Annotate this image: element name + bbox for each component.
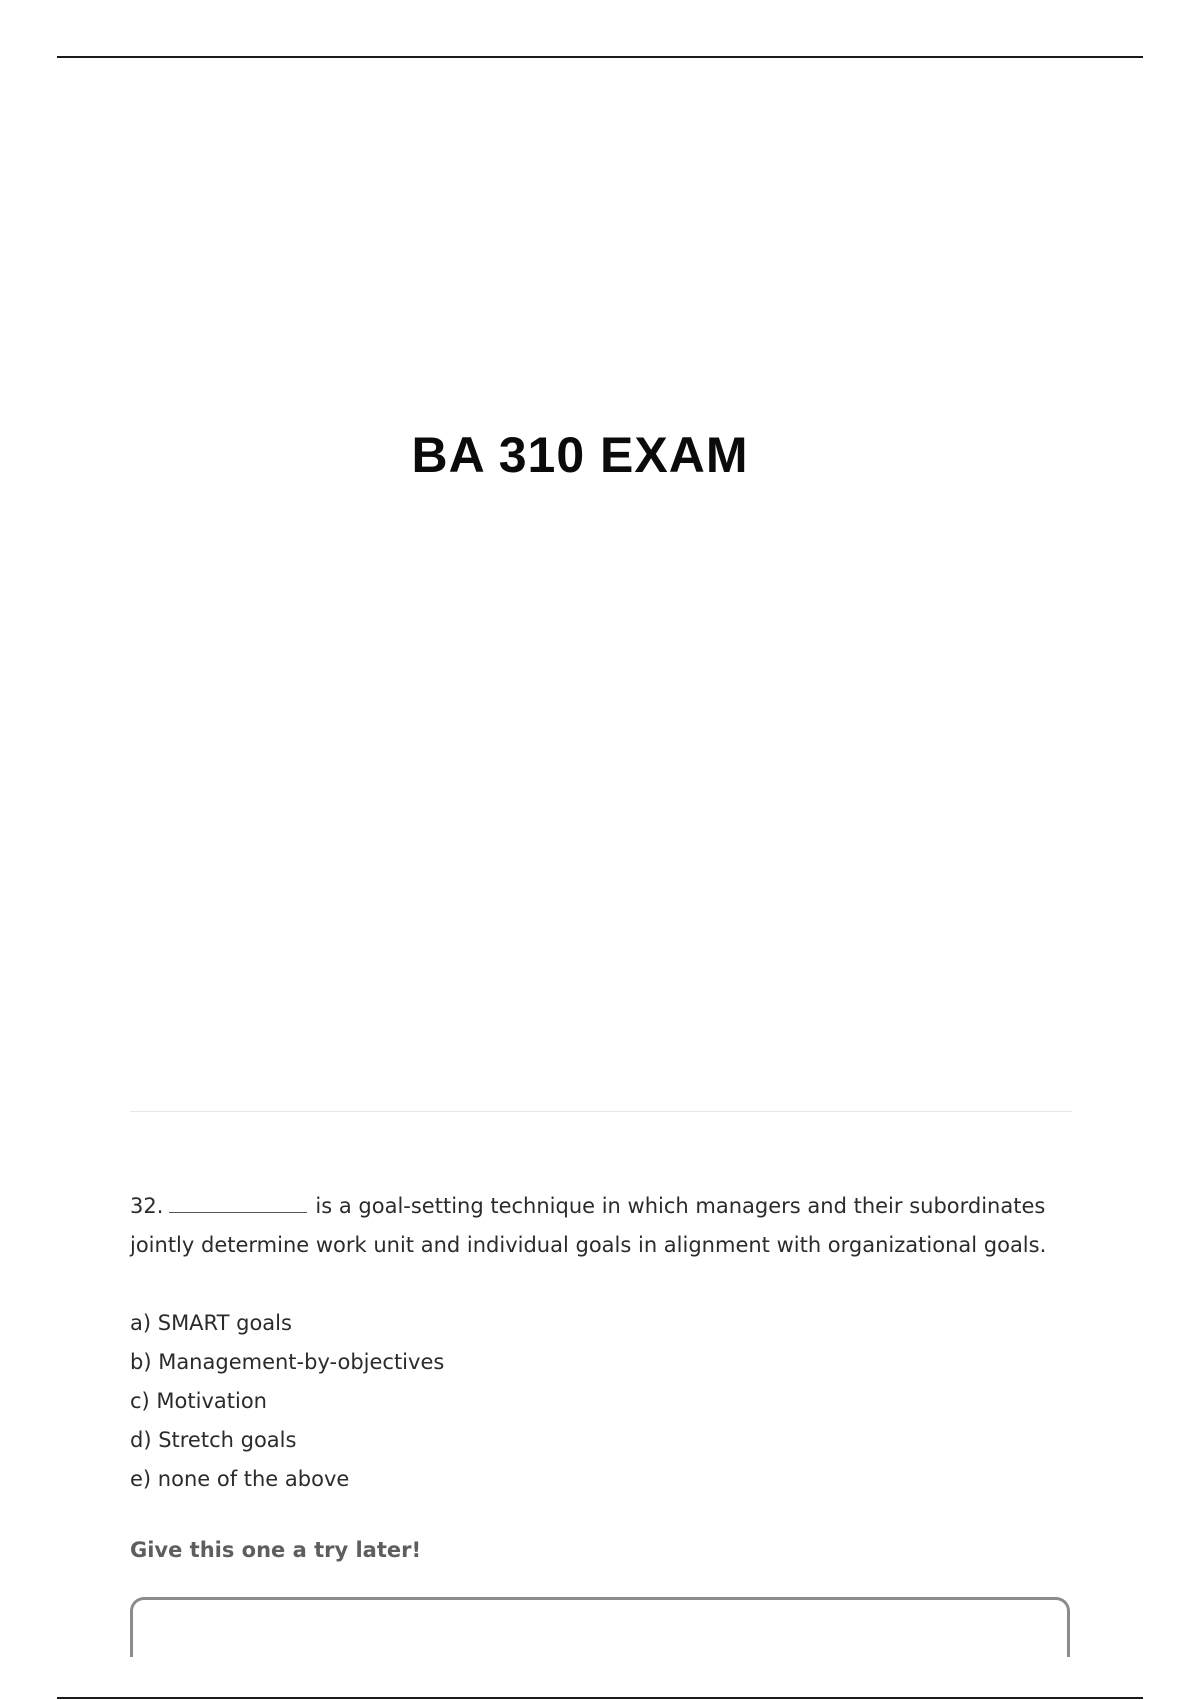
bottom-rule [57, 1697, 1143, 1699]
question-body: is a goal-setting technique in which managers and their subordinates jointly determine work unit and individual goals in alignment with organizational goals. [130, 1194, 1047, 1257]
option-d: d) Stretch goals [130, 1428, 297, 1452]
top-rule [57, 56, 1143, 58]
option-b: b) Management-by-objectives [130, 1350, 445, 1374]
option-c: c) Motivation [130, 1389, 267, 1413]
option-e: e) none of the above [130, 1467, 350, 1491]
question-text [130, 1187, 1075, 1265]
answer-input-box[interactable] [130, 1597, 1070, 1657]
option-a: a) SMART goals [130, 1311, 292, 1335]
section-divider [130, 1111, 1072, 1112]
answer-blank [169, 1194, 307, 1213]
document-title: BA 310 EXAM [411, 427, 749, 483]
option-list [130, 1304, 1030, 1499]
try-later-hint: Give this one a try later! [130, 1538, 422, 1562]
question-number: 32. [130, 1194, 164, 1218]
